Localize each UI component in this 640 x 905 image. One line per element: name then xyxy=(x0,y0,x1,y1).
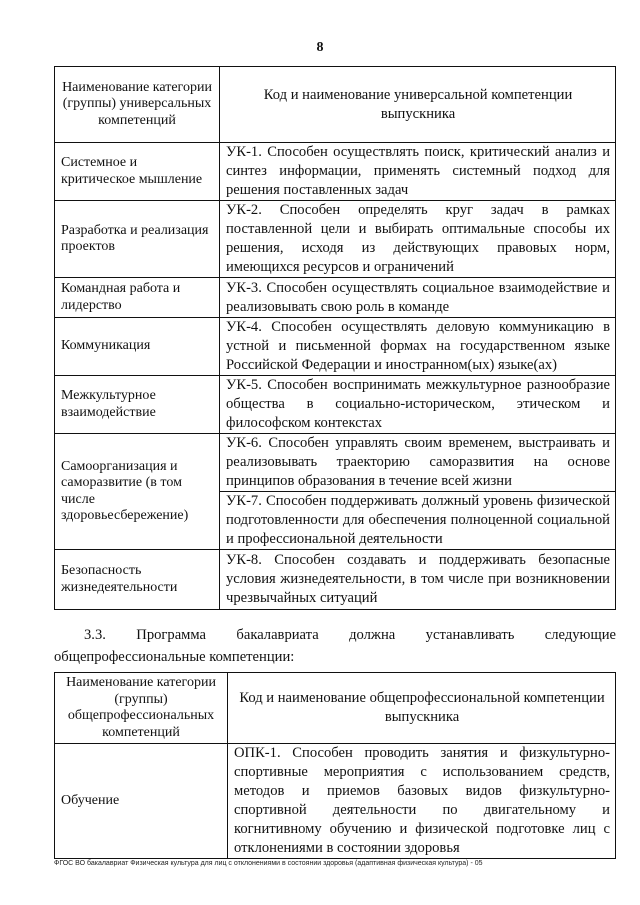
table-row xyxy=(55,550,616,610)
row-competence: УК-1. Способен осуществлять поиск, критический анализ и синтез информации, применять системный подход для решения поставленных задач xyxy=(220,143,616,201)
row-competence: УК-7. Способен поддерживать должный уровень физической подготовленности для обеспечения полноценной социальной и профессиональной деятельности xyxy=(220,492,616,550)
table-row xyxy=(55,744,616,859)
section-paragraph xyxy=(54,624,616,668)
header-category: Наименование категории (группы) универсальных компетенций xyxy=(55,67,220,143)
table-row xyxy=(55,143,616,201)
paragraph-word: 3.3. xyxy=(84,627,106,643)
row-category: Межкультурное взаимодействие xyxy=(55,376,220,434)
paragraph-line-1 xyxy=(54,624,616,646)
table-row xyxy=(55,376,616,434)
universal-competencies-table xyxy=(54,66,616,610)
paragraph-word: должна xyxy=(349,627,396,643)
row-category: Коммуникация xyxy=(55,318,220,376)
header-category: Наименование категории (группы) общепрофессиональных компетенций xyxy=(55,673,228,744)
row-competence: УК-2. Способен определять круг задач в рамках поставленной цели и выбирать оптимальные способы их решения, исходя из действующих правовых норм, имеющихся ресурсов и ограничений xyxy=(220,201,616,278)
row-competence: УК-5. Способен воспринимать межкультурное разнообразие общества в социально-историческом, этическом и философском контекстах xyxy=(220,376,616,434)
page-number: 8 xyxy=(316,40,324,55)
row-competence: УК-4. Способен осуществлять деловую коммуникацию в устной и письменной формах на государственном языке Российской Федерации и иностранном(ых) языке(ах) xyxy=(220,318,616,376)
table-row xyxy=(55,318,616,376)
paragraph-word: бакалавриата xyxy=(236,627,319,643)
row-competence: УК-8. Способен создавать и поддерживать безопасные условия жизнедеятельности, в том числе при возникновении чрезвычайных ситуаций xyxy=(220,550,616,610)
row-competence: ОПК-1. Способен проводить занятия и физкультурно-спортивные мероприятия с использованием средств, методов и приемов базовых видов физкультурно-спортивной деятельности по двигательному и когнитивному обучению и физической подготовке лиц с отклонениями в состоянии здоровья xyxy=(228,744,616,859)
paragraph-line-2: общепрофессиональные компетенции: xyxy=(54,649,295,665)
page-footer: ФГОС ВО бакалавриат Физическая культура для лиц с отклонениями в состоянии здоровья (адаптивная физическая культура) - 05 xyxy=(54,860,483,867)
table-row xyxy=(55,278,616,318)
table-header-row xyxy=(55,67,616,143)
general-professional-competencies-table xyxy=(54,672,616,859)
row-category: Командная работа и лидерство xyxy=(55,278,220,318)
paragraph-word: Программа xyxy=(136,627,207,643)
row-category: Безопасность жизнедеятельности xyxy=(55,550,220,610)
table-header-row xyxy=(55,673,616,744)
row-competence: УК-6. Способен управлять своим временем, выстраивать и реализовывать траекторию саморазвития на основе принципов образования в течение всей жизни xyxy=(220,434,616,492)
paragraph-word: устанавливать xyxy=(425,627,515,643)
row-category: Разработка и реализация проектов xyxy=(55,201,220,278)
row-category: Самоорганизация и саморазвитие (в том числе здоровьесбережение) xyxy=(55,434,220,550)
row-category: Обучение xyxy=(55,744,228,859)
table-row xyxy=(55,201,616,278)
header-competence: Код и наименование общепрофессиональной компетенции выпускника xyxy=(228,673,616,744)
table-row xyxy=(55,434,616,492)
row-competence: УК-3. Способен осуществлять социальное взаимодействие и реализовывать свою роль в команде xyxy=(220,278,616,318)
row-category: Системное и критическое мышление xyxy=(55,143,220,201)
header-competence: Код и наименование универсальной компетенции выпускника xyxy=(220,67,616,143)
paragraph-word: следующие xyxy=(544,627,616,643)
